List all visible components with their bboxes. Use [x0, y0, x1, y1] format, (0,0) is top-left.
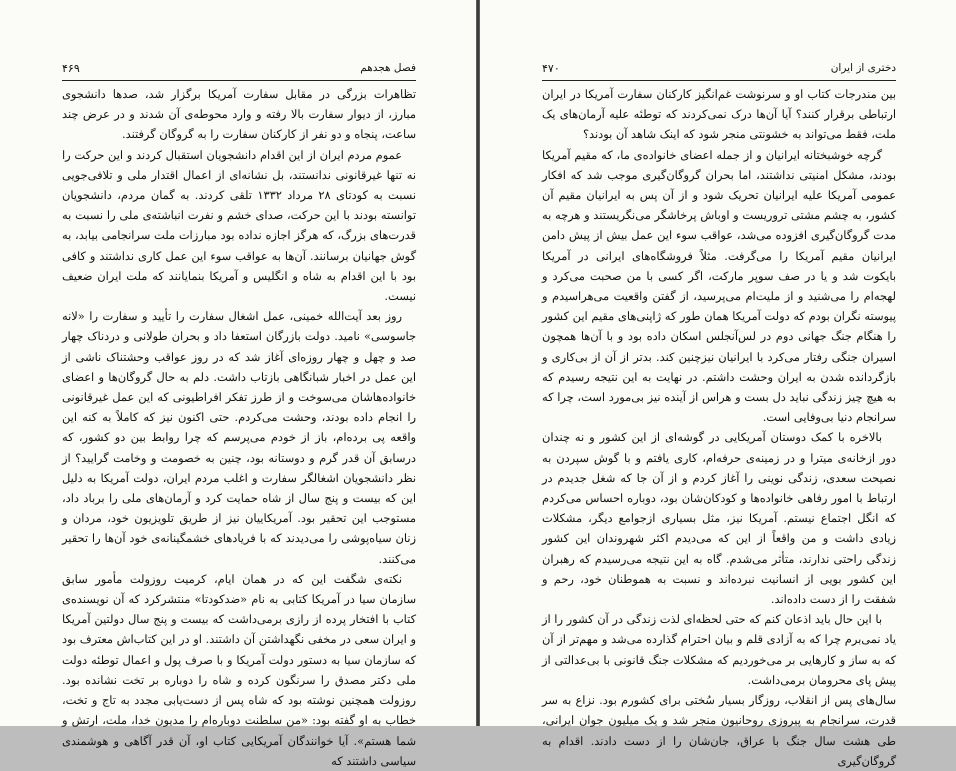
running-head: فصل هجدهم — [360, 62, 416, 74]
paragraph: بالاخره با کمک دوستان آمریکایی در گوشه‌ای از این کشور و نه چندان دور ازخانه‌ی میترا و در زمینه‌ی حرفه‌ام، کاری یافتم و با گوش سپردن به نصیحت سعدی، زندگی نوینی را آغاز کردم و از آن جا که شغل جدیدم در ارتباط با امور رفاهی خانواده‌ها و کودکان‌شان بود، دوباره احساس می‌کردم که انگل اجتماع نیستم. آمریکا نیز، مثل بسیاری ازجوامع دیگر، مشکلات زیادی داشت و من واقعاً از این که می‌دیدم اکثر شهروندان این کشور زندگی راحتی ندارند، متأثر می‌شدم. گاه به این نتیجه می‌رسیدم که رهبران این کشور بویی از انسانیت نبرده‌اند و نسبت به هموطنان خود، رحم و شفقت را از دست داده‌اند. — [542, 430, 896, 607]
running-head: دختری از ایران — [830, 62, 896, 74]
left-page — [0, 0, 476, 768]
left-page-body — [62, 84, 417, 768]
paragraph: بین مندرجات کتاب او و سرنوشت غم‌انگیز کارکنان سفارت آمریکا در ایران ارتباطی برقرار کنند؟ آیا آن‌ها درک نمی‌کردند که توطئه علیه آرمان‌های یک ملت، فقط می‌تواند به خشونتی منجر شود که اینک شاهد آن بودند؟ — [542, 87, 896, 142]
right-page-body — [542, 84, 896, 768]
paragraph: سال‌های پس از انقلاب، روزگار بسیار سُختی برای کشورم بود. نزاع به سر قدرت، سرانجام به پیروزی روحانیون منجر شد و یک میلیون جوان ایرانی، طی هشت سال جنگ با عراق، جان‌شان را از دست دادند. اقدام به گروگان‌گیری — [542, 693, 896, 768]
paragraph: روز بعد آیت‌الله خمینی، عمل اشغال سفارت را تأیید و سفارت را «لانه جاسوسی» نامید. دولت بازرگان استعفا داد و بحران طولانی و دردناک چهار صد و چهل و چهار روزه‌ای آغاز شد که در روز عواقب وحشتناک ناشی از این عمل در اخبار شبانگاهی بازتاب داشت. دلم به حال گروگان‌ها و اعضای خانواده‌هاشان می‌سوخت و از طرز تفکر افراطیونی که این عمل غیرقانونی را انجام داده بودند، وحشت می‌کردم. حتی اکنون نیز که کاملاً به کنه این واقعه پی برده‌ام، باز از خودم می‌پرسم که چرا روابط بین دو کشور، که درسابق آن قدر گرم و دوستانه بود، چنین به خصومت و وخامت گرایید؟ از نظر دانشجویان اشغالگر سفارت و اغلب مردم ایران، دولت آمریکا به دلیل این که بیست و پنج سال از شاه حمایت کرد و آرمان‌های ملی را برباد داد، مستوجب این تحقیر بود. آمریکاییان نیز از طریق تلویزیون خود، مردان و زنان سیاه‌پوشی را می‌دیدند که با فریادهای خشمگینانه‌ی خود آن‌ها را تحقیر می‌کنند. — [62, 309, 416, 566]
paragraph: با این حال باید اذعان کنم که حتی لحظه‌ای لذت زندگی در آن کشور را از یاد نمی‌برم چرا که به آزادی قلم و بیان احترام گذارده می‌شد و مهم‌تر از آن که به ساز و کارهایی بر می‌خوردیم که مشکلات جنگ قانونی با بی‌عدالتی از پیش پای محرومان برمی‌داشت. — [542, 612, 896, 687]
paragraph: گرچه خوشبختانه ایرانیان و از جمله اعضای خانواده‌ی ما، که مقیم آمریکا بودند، مشکل امنیتی نداشتند، اما بحران گروگان‌گیری موجب شد که افکار عمومی آمریکا علیه ایرانیان تحریک شود و از آن پس به ایرانیان مقیم آن کشور، به چشم مشتی تروریست و اوباش پرخاشگر می‌نگریستند و هرچه به مدت گروگان‌گیری افزوده می‌شد، عواقب سوء این عمل بیش از پیش دامن ایرانیان مقیم آمریکا را می‌گرفت. مثلاً فروشگاه‌های ایرانی در آمریکا بایکوت شد و یا در صف سوپر مارکت، اگر کسی با من صحبت می‌کرد و لهجه‌ام را می‌شنید و از ملیت‌ام می‌پرسید، از گفتن واقعیت می‌هراسیدم و پیوسته نگران بودم که دولت آمریکا همان طور که ژاپنی‌های مقیم این کشور را هنگام جنگ جهانی دوم در لس‌آنجلس اسکان داده بود و با آن‌ها همچون اسیران جنگی رفتار می‌کرد با ایرانیان نیزچنین کند. بدتر از آن از بی‌کاری و بازگردانده شدن به ایران وحشت داشتم. در نهایت به این نتیجه رسیدم که به هیچ چیز زندگی نباید دل بست و هراس از آینده نیز بی‌مورد است، چرا که سرانجام دنیا بی‌وفایی است. — [542, 147, 896, 425]
right-page — [480, 0, 956, 768]
left-page-header — [62, 62, 416, 81]
page-number: ۴۷۰ — [542, 62, 560, 75]
paragraph: عموم مردم ایران از این اقدام دانشجویان استقبال کردند و این حرکت را نه تنها غیرقانونی ندانستند، بل نشانه‌ای از اعمال اقتدار ملی و تلافی‌جویی نسبت به کودتای ۲۸ مرداد ۱۳۳۲ تلقی کردند. به گمان مردم، دانشجویان توانسته بودند با این حرکت، صدای خشم و نفرت انباشته‌ی ملی را نسبت به قدرت‌های بزرگ، که هرگز اجازه نداده بود مبارزات ملت سرانجامی بیابد، به گوش جهانیان برسانند. آن‌ها به عواقب سوء این عمل کاری نداشتند و کافی بود با این اقدام به شاه و انگلیس و آمریکا بنمایانند که ملت ایران ضعیف نیست. — [62, 147, 417, 304]
right-page-header — [542, 62, 896, 81]
page-number: ۴۶۹ — [62, 62, 80, 75]
paragraph: نکته‌ی شگفت این که در همان ایام، کرمیت روزولت مأمور سابق سازمان سیا در آمریکا کتابی به نام «ضدکودتا» منتشرکرد که آن نویسنده‌ی کتاب با افتخار پرده از رازی برمی‌داشت که بیست و پنج سال دولتین آمریکا و ایران سعی در مخفی نگهداشتن آن داشتند. او در این کتاب‌اش معترف بود که سازمان سیا به دستور دولت آمریکا و با صرف پول و اعمال توطئه دولت ملی دکتر مصدق را سرنگون کرده و شاه را دوباره بر تخت نشانده بود. روزولت همچنین نوشته بود که شاه پس از دست‌یابی مجدد به تاج و تخت، خطاب به او گفته بود: «من سلطنت دوباره‌ام را مدیون خدا، ملت، ارتش و شما هستم». آیا خوانندگان آمریکایی کتاب او، آن قدر آگاهی و هوشمندی سیاسی داشتند که — [62, 571, 416, 768]
paragraph: تظاهرات بزرگی در مقابل سفارت آمریکا برگزار شد، صدها دانشجوی مبارز، از دیوار سفارت بالا رفته و وارد محوطه‌ی آن شدند و در عرض چند ساعت، پنجاه و دو نفر از کارکنان سفارت را به گروگان گرفتند. — [62, 87, 416, 142]
